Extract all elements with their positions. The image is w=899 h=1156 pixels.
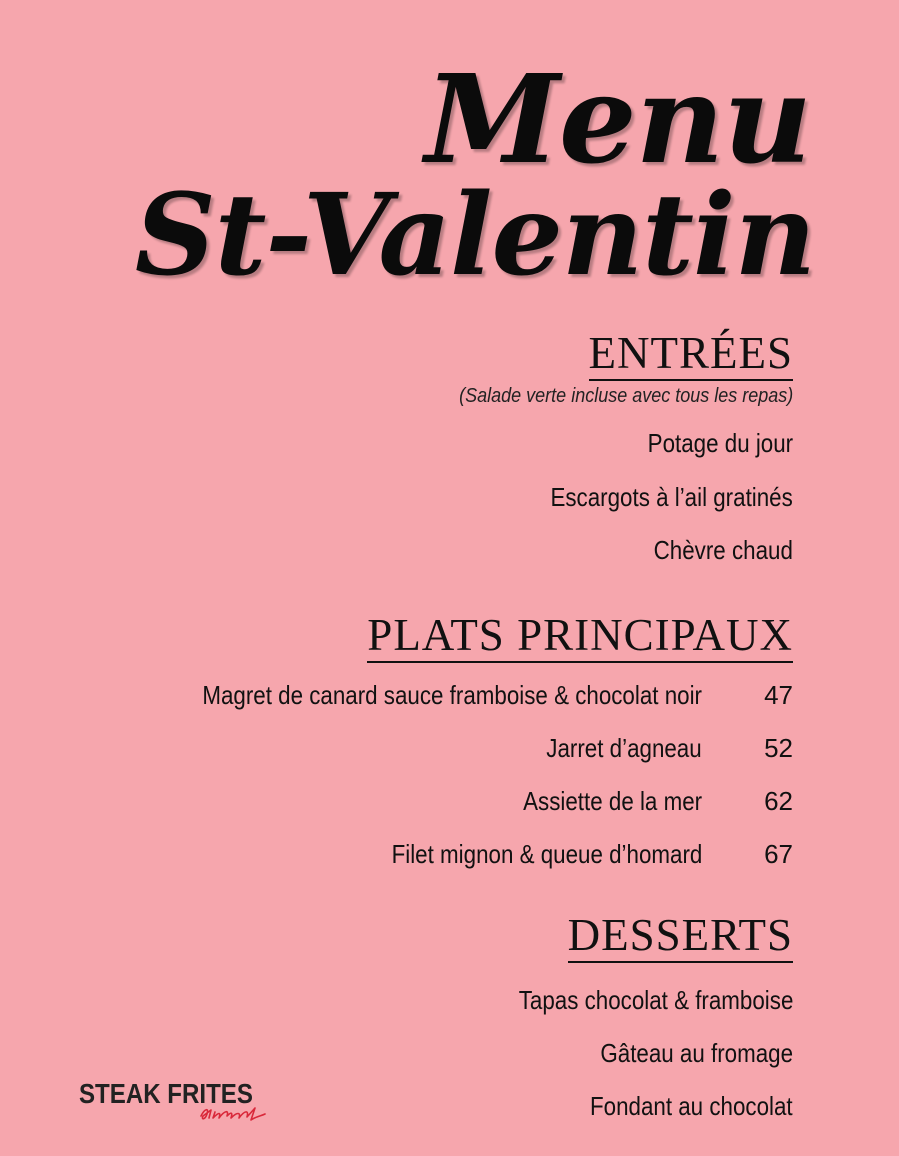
entrees-note: (Salade verte incluse avec tous les repas) [458, 385, 793, 407]
dessert-item: Gâteau au fromage [600, 1038, 793, 1068]
plat-item-name: Jarret d’agneau [546, 733, 702, 763]
plat-item-name: Filet mignon & queue d’homard [391, 839, 702, 869]
plats-heading: PLATS PRINCIPAUX [367, 613, 793, 663]
menu-title-line-1: Menu [424, 47, 811, 191]
entree-item: Potage du jour [647, 428, 793, 458]
entrees-heading: ENTRÉES [589, 331, 794, 381]
dessert-item: Tapas chocolat & framboise [518, 985, 793, 1015]
plat-item-price: 62 [764, 786, 793, 816]
steak-frites-logo [79, 1078, 269, 1128]
plat-item-price: 52 [764, 733, 793, 763]
menu-title-line-2: St-Valentin [134, 170, 815, 301]
plat-item-name: Assiette de la mer [523, 786, 702, 816]
entree-item: Chèvre chaud [653, 535, 793, 565]
plat-item-name: Magret de canard sauce framboise & chocolat noir [202, 680, 702, 710]
plat-item-price: 47 [764, 680, 793, 710]
dessert-item: Fondant au chocolat [590, 1091, 793, 1121]
desserts-heading: DESSERTS [568, 913, 793, 963]
logo-text: STEAK FRITES [79, 1078, 253, 1109]
logo-script-signature [197, 1102, 269, 1124]
plat-item-price: 67 [764, 839, 793, 869]
entree-item: Escargots à l’ail gratinés [550, 482, 793, 512]
